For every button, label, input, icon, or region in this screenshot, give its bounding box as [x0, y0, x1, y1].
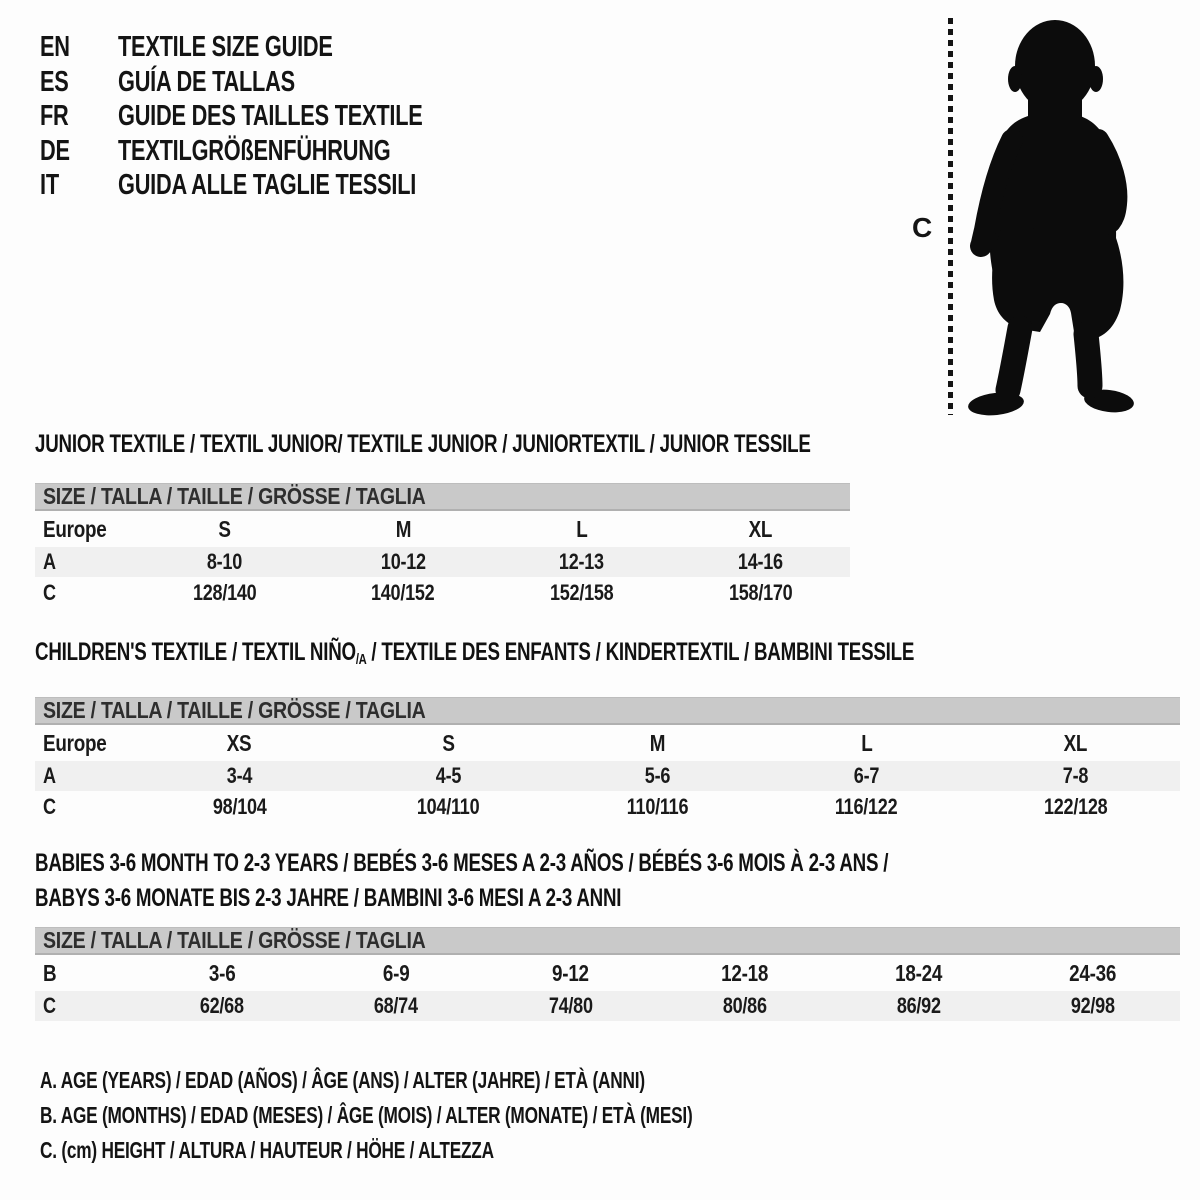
- table-cell: 10-12: [380, 549, 426, 574]
- babies-textile-section: [35, 846, 1180, 1021]
- language-row-en: [40, 30, 524, 65]
- table-cell: 12-18: [721, 959, 769, 986]
- table-cell: 5-6: [644, 763, 671, 788]
- language-row-it: [40, 168, 524, 203]
- table-row-height: [35, 577, 850, 609]
- table-cell: 12-13: [559, 549, 605, 574]
- language-code: EN: [40, 31, 70, 63]
- table-cell: L: [576, 515, 588, 542]
- table-cell: XL: [1063, 729, 1088, 756]
- language-title: GUIDE DES TAILLES TEXTILE: [118, 100, 423, 132]
- children-section-title: CHILDREN'S TEXTILE / TEXTIL NIÑO/A / TEXTILE DES ENFANTS / KINDERTEXTIL / BAMBINI TESSILE: [35, 638, 915, 668]
- table-row-height: [35, 791, 1180, 823]
- language-title: TEXTILGRÖßENFÜHRUNG: [118, 134, 391, 167]
- table-cell: 7-8: [1062, 763, 1089, 788]
- row-label: B: [43, 959, 57, 986]
- table-cell: 68/74: [374, 993, 419, 1018]
- row-label: Europe: [43, 729, 107, 756]
- table-cell: 140/152: [371, 580, 435, 605]
- language-title: GUIDA ALLE TAGLIE TESSILI: [118, 169, 417, 201]
- table-cell: 98/104: [212, 794, 267, 819]
- table-cell: 122/128: [1043, 794, 1108, 819]
- size-header-bar: SIZE / TALLA / TAILLE / GRÖSSE / TAGLIA: [35, 483, 850, 511]
- language-row-es: [40, 65, 524, 100]
- table-row-age: [35, 761, 1180, 791]
- nino-a-subscript: /A: [355, 651, 367, 668]
- table-cell: 128/140: [192, 580, 257, 605]
- height-dashed-line: [948, 18, 953, 415]
- row-label: C: [43, 794, 56, 819]
- table-cell: S: [442, 729, 455, 756]
- table-cell: 24-36: [1069, 959, 1117, 986]
- children-textile-section: [35, 640, 1180, 823]
- row-label: C: [43, 993, 56, 1018]
- table-cell: 86/92: [896, 993, 941, 1018]
- language-list: [40, 30, 524, 203]
- language-row-de: [40, 134, 524, 169]
- table-row-age: [35, 547, 850, 577]
- table-cell: 6-9: [382, 959, 410, 986]
- table-row-europe: [35, 511, 850, 547]
- language-row-fr: [40, 99, 524, 134]
- table-cell: 110/116: [626, 794, 689, 819]
- table-cell: 9-12: [552, 959, 589, 986]
- measure-legend: [40, 1063, 910, 1168]
- table-cell: 92/98: [1070, 993, 1115, 1018]
- language-code: ES: [40, 65, 69, 98]
- table-cell: 14-16: [738, 549, 784, 574]
- row-label: A: [43, 763, 56, 788]
- height-measure-label: C: [912, 212, 932, 243]
- table-cell: 8-10: [206, 549, 242, 574]
- table-cell: XS: [227, 729, 252, 756]
- table-cell: 62/68: [200, 993, 245, 1018]
- table-cell: 3-4: [226, 763, 253, 788]
- legend-age-months: B. AGE (MONTHS) / EDAD (MESES) / ÂGE (MOIS) / ALTER (MONATE) / ETÀ (MESI): [40, 1102, 693, 1128]
- size-header-bar: SIZE / TALLA / TAILLE / GRÖSSE / TAGLIA: [35, 697, 1180, 725]
- legend-age-years: A. AGE (YEARS) / EDAD (AÑOS) / ÂGE (ANS) / ALTER (JAHRE) / ETÀ (ANNI): [40, 1067, 645, 1093]
- table-cell: L: [860, 729, 873, 756]
- table-cell: 6-7: [853, 763, 880, 788]
- table-cell: M: [649, 729, 666, 756]
- table-cell: M: [395, 515, 411, 542]
- toddler-silhouette-icon: [962, 16, 1144, 416]
- row-label: Europe: [43, 515, 107, 542]
- table-cell: 116/122: [835, 794, 898, 819]
- table-cell: XL: [748, 515, 773, 542]
- babies-section-title: BABIES 3-6 MONTH TO 2-3 YEARS / BEBÉS 3-6 MESES A 2-3 AÑOS / BÉBÉS 3-6 MOIS À 2-3 ANS / BABYS 3-6 MONATE BIS 2-3 JAHRE / BAMBINI 3-6 MESI A 2-3 ANNI: [35, 849, 889, 912]
- junior-textile-section: [35, 432, 850, 609]
- table-cell: 3-6: [208, 959, 236, 986]
- table-cell: 4-5: [435, 763, 462, 788]
- table-cell: 80/86: [722, 993, 767, 1018]
- language-title: GUÍA DE TALLAS: [118, 65, 295, 98]
- language-code: FR: [40, 100, 69, 132]
- language-code: IT: [40, 169, 59, 201]
- size-header-bar: SIZE / TALLA / TAILLE / GRÖSSE / TAGLIA: [35, 927, 1180, 955]
- row-label: A: [43, 549, 56, 574]
- row-label: C: [43, 580, 56, 605]
- table-cell: 104/110: [417, 794, 480, 819]
- junior-section-title: JUNIOR TEXTILE / TEXTIL JUNIOR/ TEXTILE JUNIOR / JUNIORTEXTIL / JUNIOR TESSILE: [35, 430, 811, 458]
- table-row-months: [35, 955, 1180, 991]
- language-code: DE: [40, 134, 70, 167]
- table-cell: 18-24: [895, 959, 943, 986]
- table-row-europe: [35, 725, 1180, 761]
- table-cell: 74/80: [548, 993, 593, 1018]
- legend-height-cm: C. (cm) HEIGHT / ALTURA / HAUTEUR / HÖHE / ALTEZZA: [40, 1137, 494, 1163]
- table-row-height: [35, 991, 1180, 1021]
- language-title: TEXTILE SIZE GUIDE: [118, 31, 333, 63]
- table-cell: S: [218, 515, 231, 542]
- table-cell: 152/158: [550, 580, 614, 605]
- table-cell: 158/170: [728, 580, 793, 605]
